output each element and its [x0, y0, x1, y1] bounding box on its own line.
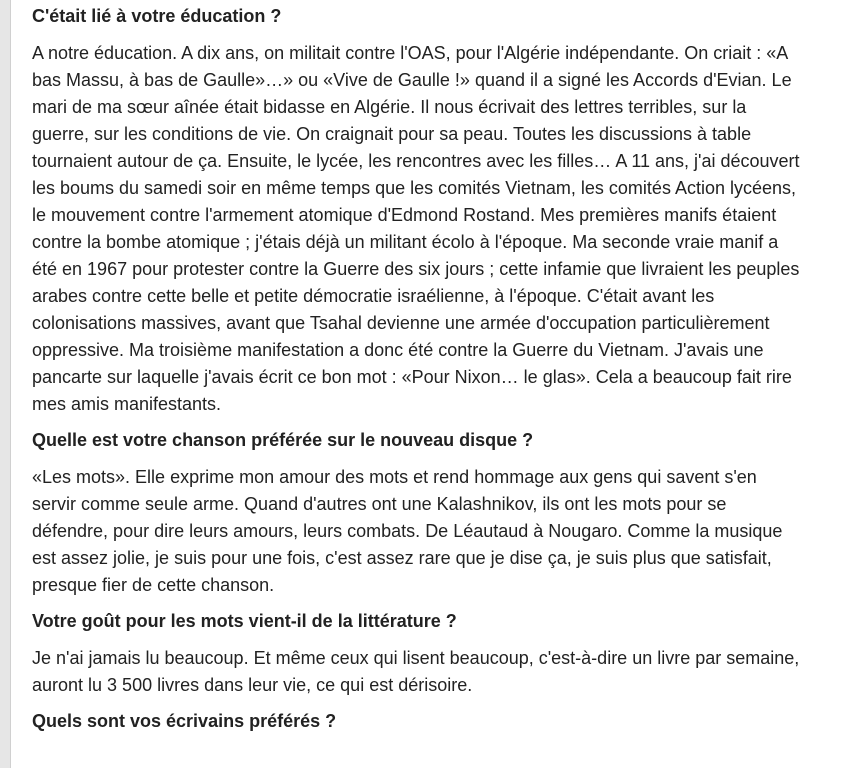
answer-line: contre la bombe atomique ; j'étais déjà un militant écolo à l'époque. Ma seconde vraie manif a [32, 232, 779, 252]
answer-line: pancarte sur laquelle j'avais écrit ce bon mot : «Pour Nixon… le glas». Cela a beaucoup fait rire [32, 367, 792, 387]
answer-line: presque fier de cette chanson. [32, 575, 275, 595]
answer-line: les boums du samedi soir en même temps que les comités Vietnam, les comités Action lycéens, [32, 178, 797, 198]
answer-line: arabes contre cette belle et petite démocratie israélienne, à l'époque. C'était avant les [32, 286, 715, 306]
answer-line: guerre, sur les conditions de vie. On craignait pour sa peau. Toutes les discussions à table [32, 124, 752, 144]
answer-paragraph [32, 40, 852, 418]
answer-line: «Les mots». Elle exprime mon amour des mots et rend hommage aux gens qui savent s'en [32, 467, 757, 487]
answer-line: mes amis manifestants. [32, 394, 222, 414]
answer-line: le mouvement contre l'armement atomique d'Edmond Rostand. Mes premières manifs étaient [32, 205, 777, 225]
interview-article [32, 0, 852, 745]
answer-line: défendre, pour dire leurs amours, leurs combats. De Léautaud à Nougaro. Comme la musique [32, 521, 783, 541]
answer-line: tournaient autour de ça. Ensuite, le lycée, les rencontres avec les filles… A 11 ans, j'ai découvert [32, 151, 800, 171]
answer-line: A notre éducation. A dix ans, on militait contre l'OAS, pour l'Algérie indépendante. On criait : «A [32, 43, 789, 63]
answer-line: auront lu 3 500 livres dans leur vie, ce qui est dérisoire. [32, 675, 473, 695]
answer-line: bas Massu, à bas de Gaulle»…» ou «Vive de Gaulle !» quand il a signé les Accords d'Evian. Le [32, 70, 792, 90]
question-heading: Quelle est votre chanson préférée sur le nouveau disque ? [32, 430, 534, 450]
answer-line: est assez jolie, je suis pour une fois, c'est assez rare que je dise ça, je suis plus que satisfait, [32, 548, 772, 568]
answer-paragraph [32, 645, 852, 699]
question-heading: C'était lié à votre éducation ? [32, 6, 282, 26]
answer-line: été en 1967 pour protester contre la Guerre des six jours ; cette infamie que livraient les peuples [32, 259, 800, 279]
answer-line: oppressive. Ma troisième manifestation a donc été contre la Guerre du Vietnam. J'avais une [32, 340, 764, 360]
answer-line: servir comme seule arme. Quand d'autres ont une Kalashnikov, ils ont les mots pour se [32, 494, 727, 514]
question-heading: Votre goût pour les mots vient-il de la littérature ? [32, 611, 457, 631]
answer-line: Je n'ai jamais lu beaucoup. Et même ceux qui lisent beaucoup, c'est-à-dire un livre par semaine, [32, 648, 800, 668]
answer-line: colonisations massives, avant que Tsahal devienne une armée d'occupation particulièrement [32, 313, 770, 333]
question-heading: Quels sont vos écrivains préférés ? [32, 711, 337, 731]
answer-paragraph [32, 464, 852, 599]
left-rail [0, 0, 11, 768]
answer-line: mari de ma sœur aînée était bidasse en Algérie. Il nous écrivait des lettres terribles, sur la [32, 97, 747, 117]
